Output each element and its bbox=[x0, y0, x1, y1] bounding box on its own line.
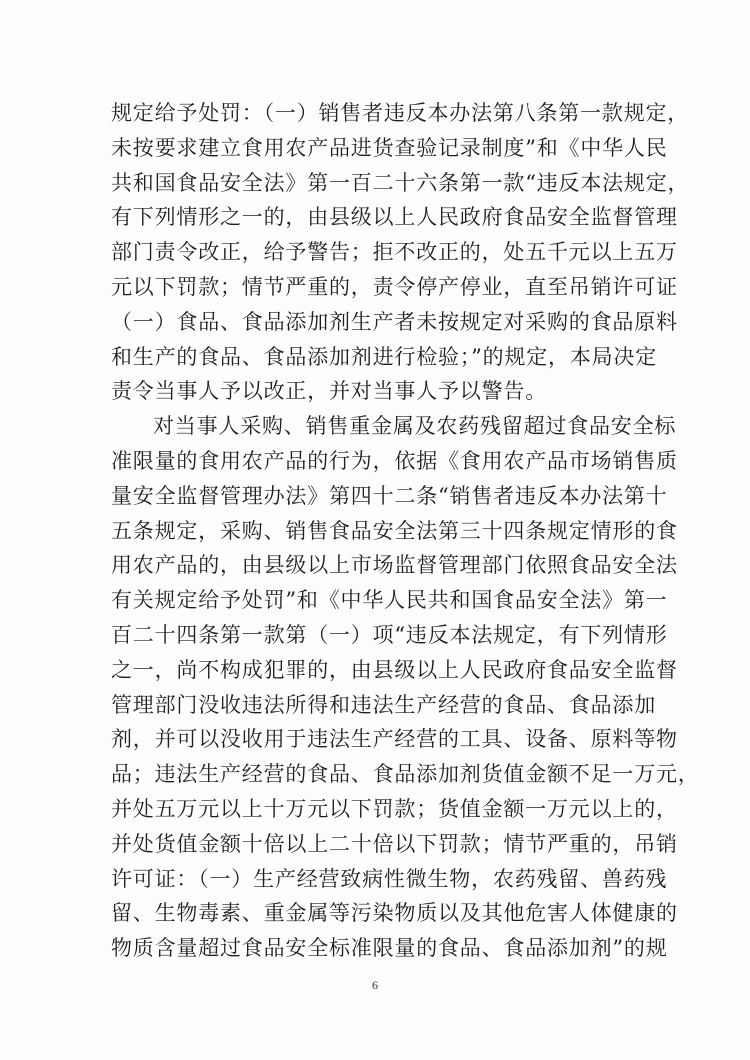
text-line: 和生产的食品、食品添加剂进行检验；”的规定，本局决定 bbox=[111, 344, 658, 369]
text-line: 有下列情形之一的，由县级以上人民政府食品安全监督管理 bbox=[111, 205, 678, 230]
paragraph-2 bbox=[111, 409, 700, 966]
text-line: 品；违法生产经营的食品、食品添加剂货值金额不足一万元， bbox=[111, 762, 700, 787]
text-line: 部门责令改正，给予警告；拒不改正的，处五千元以上五万 bbox=[111, 240, 678, 265]
text-line: 量安全监督管理办法》第四十二条“销售者违反本办法第十 bbox=[111, 483, 668, 508]
text-line: 元以下罚款；情节严重的，责令停产停业，直至吊销许可证 bbox=[111, 274, 678, 299]
text-line: 规定给予处罚：（一）销售者违反本办法第八条第一款规定， bbox=[111, 101, 690, 125]
text-line: 五条规定，采购、销售食品安全法第三十四条规定情形的食 bbox=[111, 518, 678, 543]
text-line: 并处五万元以上十万元以下罚款；货值金额一万元以上的， bbox=[111, 796, 678, 821]
text-line: 许可证：（一）生产经营致病性微生物，农药残留、兽药残 bbox=[111, 866, 668, 891]
text-line: 百二十四条第一款第（一）项“违反本法规定，有下列情形 bbox=[111, 622, 668, 647]
body-text bbox=[111, 96, 700, 966]
paragraph-1 bbox=[111, 96, 690, 409]
text-line: 未按要求建立食用农产品进货查验记录制度”和《中华人民 bbox=[111, 135, 668, 160]
text-line: 有关规定给予处罚”和《中华人民共和国食品安全法》第一 bbox=[111, 588, 668, 613]
page-number: 6 bbox=[372, 978, 378, 992]
text-line: 管理部门没收违法所得和违法生产经营的食品、食品添加 bbox=[111, 692, 656, 717]
text-line: 并处货值金额十倍以上二十倍以下罚款；情节严重的，吊销 bbox=[111, 831, 678, 856]
text-line: 对当事人采购、销售重金属及农药残留超过食品安全标 bbox=[153, 414, 677, 439]
text-line: 之一，尚不构成犯罪的，由县级以上人民政府食品安全监督 bbox=[111, 657, 678, 682]
text-line: 物质含量超过食品安全标准限量的食品、食品添加剂”的规 bbox=[111, 936, 668, 961]
text-line: 责令当事人予以改正，并对当事人予以警告。 bbox=[111, 379, 547, 404]
text-line: （一）食品、食品添加剂生产者未按规定对采购的食品原料 bbox=[111, 309, 678, 334]
text-line: 准限量的食用农产品的行为，依据《食用农产品市场销售质 bbox=[111, 448, 678, 473]
text-line: 共和国食品安全法》第一百二十六条第一款“违反本法规定， bbox=[111, 170, 690, 195]
text-line: 留、生物毒素、重金属等污染物质以及其他危害人体健康的 bbox=[111, 901, 678, 926]
text-line: 用农产品的，由县级以上市场监督管理部门依照食品安全法 bbox=[111, 553, 678, 578]
text-line: 剂，并可以没收用于违法生产经营的工具、设备、原料等物 bbox=[111, 727, 678, 752]
